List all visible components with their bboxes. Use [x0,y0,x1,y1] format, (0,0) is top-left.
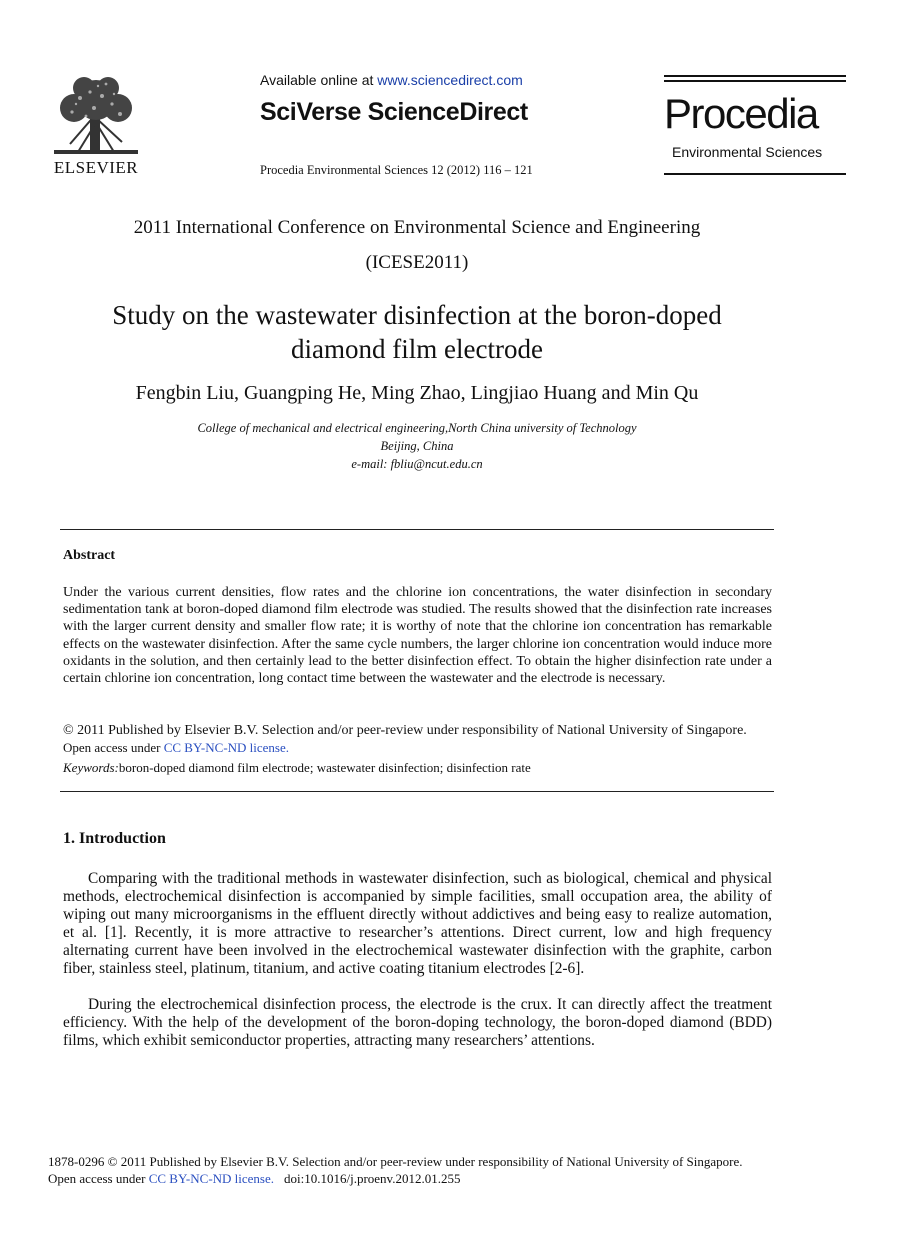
abstract-heading: Abstract [63,548,116,563]
author-email: e-mail: fbliu@ncut.edu.cn [351,457,483,471]
footer-open-access-label: Open access under [48,1171,149,1186]
footer-license-doi [48,1171,460,1187]
procedia-bottom-rule [664,173,846,175]
affiliation-location: Beijing, China [380,439,454,453]
affiliation: College of mechanical and electrical engineering,North China university of Technology [197,421,637,435]
journal-citation: Procedia Environmental Sciences 12 (2012) 116 – 121 [260,163,533,177]
abstract-bottom-divider [60,791,774,792]
open-access-notice [63,740,289,756]
elsevier-tree-icon [50,74,142,156]
doi: doi:10.1016/j.proenv.2012.01.255 [284,1171,461,1186]
procedia-wordmark: Procedia [664,90,818,137]
license-link[interactable]: CC BY-NC-ND license. [163,740,290,755]
elsevier-logo [50,74,142,178]
conference-acronym: (ICESE2011) [365,252,469,273]
open-access-label: Open access under [63,740,164,755]
procedia-logo [664,75,846,175]
copyright-notice: © 2011 Published by Elsevier B.V. Selection and/or peer-review under responsibility of National University of Singapore. [63,723,747,738]
footer-license-link[interactable]: CC BY-NC-ND license. [148,1171,275,1186]
abstract-body: Under the various current densities, flow rates and the chlorine ion concentrations, the water disinfection in secondary sedimentation tank at boron-doped diamond film electrode was studied. The results showed that the disinfection rate increases with the larger current density and smaller flow rate; it is worthy of note that the chlorine ion concentration has remarkable effects on the wastewater disinfection. After the same cycle numbers, the larger chlorine ion concentration would induce more oxidants in the solution, and then certainly lead to the better disinfection effect. To obtain the higher disinfection rate under a certain chlorine ion concentration, long contact time between the wastewater and the electrode is necessary. [63,585,772,687]
procedia-top-rule [664,75,846,77]
keywords-list: boron-doped diamond film electrode; wastewater disinfection; disinfection rate [118,760,531,775]
footer-copyright: 1878-0296 © 2011 Published by Elsevier B.V. Selection and/or peer-review under responsibility of National University of Singapore. [48,1154,743,1169]
sciencedirect-link[interactable]: www.sciencedirect.com [377,72,523,88]
keywords [63,760,531,776]
procedia-top-rule-2 [664,80,846,82]
procedia-subtitle: Environmental Sciences [672,144,823,160]
available-online [260,72,560,88]
available-online-text: Available online at [260,72,378,88]
section-heading-introduction: 1. Introduction [63,830,166,847]
elsevier-wordmark: ELSEVIER [53,158,139,177]
keywords-label: Keywords: [63,760,119,775]
abstract-top-divider [60,529,774,530]
article-title: Study on the wastewater disinfection at the boron-doped diamond film electrode [112,300,722,364]
author-list: Fengbin Liu, Guangping He, Ming Zhao, Lingjiao Huang and Min Qu [135,382,699,404]
conference-name: 2011 International Conference on Environmental Science and Engineering [133,217,701,238]
introduction-paragraph: Comparing with the traditional methods in wastewater disinfection, such as biological, chemical and physical methods, electrochemical disinfection is accompanied by simple facilities, small occupation area, the ability of wiping out many microorganisms in the effluent directly without addictives and being easy to realize automation, et al. [1]. Recently, it is more attractive to researcher’s attentions. Direct current, low and high frequency alternating current have been involved in the electrochemical wastewater disinfection with the graphite, carbon fiber, stainless steel, platinum, titanium, and active coating titanium electrodes [2-6]. [63,870,772,978]
introduction-paragraph: During the electrochemical disinfection process, the electrode is the crux. It can directly affect the treatment efficiency. With the help of the development of the boron-doping technology, the boron-doped diamond (BDD) films, which exhibit semiconductor properties, attracting many researchers’ attentions. [63,996,772,1050]
sciverse-sciencedirect-logo: SciVerse ScienceDirect [260,98,528,126]
